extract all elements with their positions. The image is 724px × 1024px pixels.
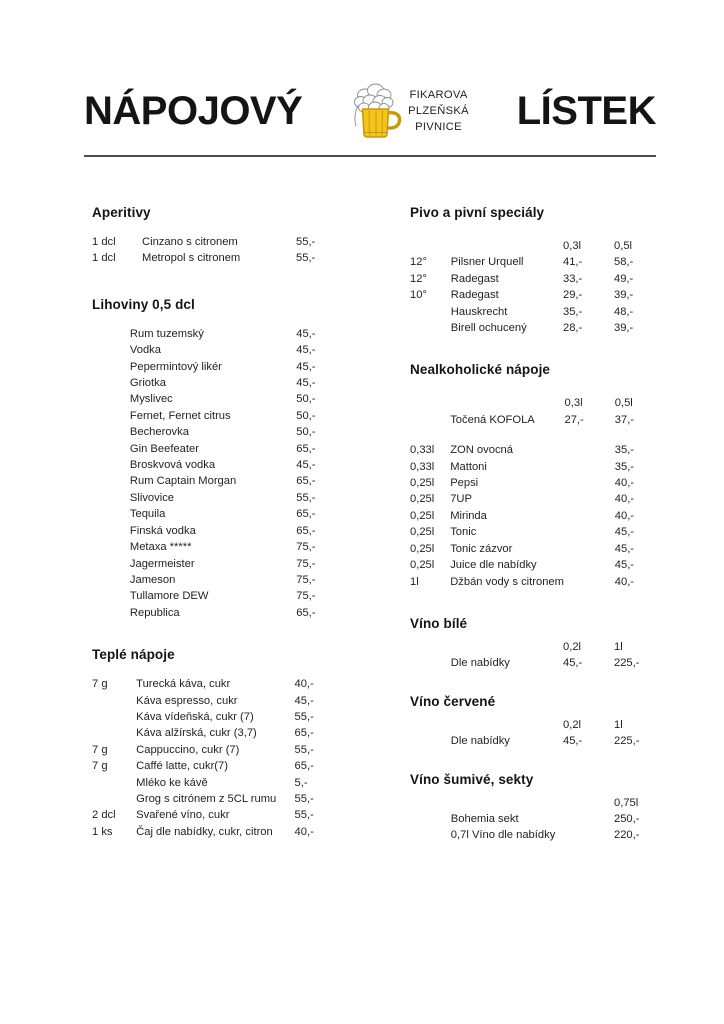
item-name: Mléko ke kávě xyxy=(136,776,208,789)
item-price-2: 45,- xyxy=(614,559,635,572)
table-row xyxy=(92,408,342,424)
item-price: 65,- xyxy=(296,475,316,488)
item-unit: 12° xyxy=(410,256,427,269)
column-header-volume-1: 0,3l xyxy=(564,397,583,410)
item-name: Rum tuzemský xyxy=(129,327,204,340)
item-name: Radegast xyxy=(450,272,499,285)
table-row xyxy=(410,271,665,287)
table-row xyxy=(410,524,665,540)
item-price: 45,- xyxy=(296,360,316,373)
item-unit xyxy=(92,572,130,588)
column-header-volume-1 xyxy=(563,795,614,811)
item-price: 75,- xyxy=(296,557,316,570)
page-title-right: LÍSTEK xyxy=(516,89,656,133)
item-unit xyxy=(92,523,130,539)
table-row xyxy=(410,320,665,336)
item-unit xyxy=(92,424,130,440)
item-unit: 1 dcl xyxy=(92,236,116,248)
brand-logo xyxy=(350,82,469,140)
item-name: Káva vídeňská, cukr (7) xyxy=(136,710,254,723)
item-price: 65,- xyxy=(296,524,316,537)
item-unit xyxy=(410,655,451,671)
item-price: 75,- xyxy=(296,590,316,603)
item-name: Slivovice xyxy=(129,491,175,504)
table-row xyxy=(410,459,665,475)
column-header-volume-2: 0,5l xyxy=(613,240,633,252)
table-row xyxy=(410,733,665,749)
item-unit xyxy=(92,539,130,555)
table-row xyxy=(92,490,342,506)
item-unit xyxy=(410,827,451,843)
section-heading-vino-sumive: Víno šumivé, sekty xyxy=(410,771,534,787)
item-unit: 0,33l xyxy=(410,444,435,457)
table-row xyxy=(410,827,665,843)
item-price-2: 37,- xyxy=(614,413,635,426)
item-unit xyxy=(92,457,130,473)
column-header-volume-1: 0,2l xyxy=(562,718,582,731)
item-name: Myslivec xyxy=(129,393,173,406)
spacer-cell xyxy=(410,717,451,733)
item-price-1: 27,- xyxy=(564,413,584,426)
table-row xyxy=(410,287,665,303)
table-header-row xyxy=(410,717,665,733)
item-unit: 1 dcl xyxy=(92,252,116,265)
spacer-cell xyxy=(410,395,450,411)
table-row xyxy=(410,557,665,573)
item-name: Juice dle nabídky xyxy=(450,559,537,572)
section-heading-pivo: Pivo a pivní speciály xyxy=(410,205,545,220)
item-unit: 7 g xyxy=(92,678,108,691)
column-header-volume-2: 0,5l xyxy=(614,397,633,410)
item-unit xyxy=(92,473,130,489)
item-name: ZON ovocná xyxy=(450,444,513,457)
table-row xyxy=(410,541,665,557)
item-price: 45,- xyxy=(296,459,316,472)
table-row xyxy=(92,506,342,522)
menu-header xyxy=(84,72,656,150)
item-price-1 xyxy=(565,574,615,590)
table-row xyxy=(410,811,665,827)
item-unit xyxy=(92,359,130,375)
right-column xyxy=(410,205,665,844)
table-row xyxy=(92,424,342,440)
item-name: Cappuccino, cukr (7) xyxy=(136,743,240,756)
item-unit xyxy=(92,490,130,506)
table-header-row xyxy=(410,795,665,811)
item-price: 55,- xyxy=(296,236,316,248)
item-unit xyxy=(92,441,130,457)
item-name: Cinzano s citronem xyxy=(142,236,238,248)
column-header-volume-1: 0,3l xyxy=(562,240,582,252)
item-name: Finská vodka xyxy=(129,524,196,537)
spacer-cell xyxy=(410,238,451,254)
spacer-row xyxy=(410,428,665,442)
item-price-2: 40,- xyxy=(614,493,635,506)
item-price-1 xyxy=(565,524,615,540)
table-aperitivy xyxy=(92,234,342,267)
item-unit xyxy=(410,733,451,749)
table-row xyxy=(410,304,665,320)
table-row xyxy=(92,457,342,473)
table-teple-napoje xyxy=(92,676,342,840)
brand-line-2: PLZEŇSKÁ xyxy=(408,104,469,117)
table-row xyxy=(410,475,665,491)
item-name: Dle nabídky xyxy=(450,657,510,670)
item-price-1 xyxy=(565,459,615,475)
item-unit: 0,25l xyxy=(410,542,435,555)
spacer-cell xyxy=(410,639,451,655)
item-unit xyxy=(92,588,130,604)
table-row xyxy=(92,758,342,774)
table-nealko xyxy=(410,395,665,589)
column-header-volume-1: 0,2l xyxy=(562,640,582,653)
item-price: 45,- xyxy=(296,344,316,357)
table-row xyxy=(92,359,342,375)
section-heading-vino-cervene: Víno červené xyxy=(410,693,496,709)
item-price: 55,- xyxy=(294,809,314,822)
item-price-2: 35,- xyxy=(614,444,635,457)
header-divider xyxy=(84,155,656,157)
item-name: Griotka xyxy=(129,377,166,390)
item-name: Hauskrecht xyxy=(450,305,508,318)
table-row xyxy=(92,523,342,539)
item-price-1: 45,- xyxy=(562,735,583,748)
item-price: 65,- xyxy=(294,727,314,740)
item-unit xyxy=(92,326,130,342)
item-price-2: 40,- xyxy=(614,509,635,522)
table-row xyxy=(92,588,342,604)
item-price: 65,- xyxy=(294,760,314,773)
item-name: Džbán vody s citronem xyxy=(450,575,564,588)
table-row xyxy=(410,508,665,524)
item-unit xyxy=(410,811,451,827)
item-price-2: 35,- xyxy=(614,460,635,473)
item-name: Bohemia sekt xyxy=(450,812,519,825)
item-price-2: 45,- xyxy=(614,542,635,555)
item-price-1 xyxy=(563,827,614,843)
item-price-2: 225,- xyxy=(613,735,640,748)
item-price: 50,- xyxy=(296,393,316,406)
item-price: 45,- xyxy=(294,694,314,707)
item-price: 40,- xyxy=(294,825,314,838)
brand-line-3: PIVNICE xyxy=(415,121,462,134)
item-name: Pepermintový likér xyxy=(129,360,222,373)
item-price-1: 41,- xyxy=(562,256,583,269)
spacer-cell xyxy=(451,795,563,811)
item-price-1: 29,- xyxy=(562,289,583,302)
item-unit: 2 dcl xyxy=(92,809,116,822)
table-row xyxy=(92,693,342,709)
item-name: Tonic zázvor xyxy=(450,542,513,555)
item-price-1: 33,- xyxy=(562,272,583,285)
item-unit: 7 g xyxy=(92,760,108,773)
item-name: Metaxa ***** xyxy=(129,541,192,554)
item-unit: 0,33l xyxy=(410,460,435,473)
item-unit xyxy=(92,725,136,741)
item-name: Grog s citrónem z 5CL rumu xyxy=(136,792,277,805)
item-price: 55,- xyxy=(296,491,316,504)
item-unit xyxy=(92,791,136,807)
item-unit: 10° xyxy=(410,289,427,302)
item-price-2: 225,- xyxy=(613,657,640,670)
item-name: Tequila xyxy=(129,508,166,521)
table-row xyxy=(92,709,342,725)
section-heading-vino-bile: Víno bílé xyxy=(410,615,468,631)
item-price-1 xyxy=(565,442,615,458)
column-header-volume-2: 1l xyxy=(613,718,623,731)
table-row xyxy=(92,556,342,572)
item-unit xyxy=(92,556,130,572)
table-header-row xyxy=(410,639,665,655)
item-name: Pepsi xyxy=(450,477,479,490)
table-row xyxy=(410,655,665,671)
table-row xyxy=(92,375,342,391)
item-unit: 1 ks xyxy=(92,825,113,838)
item-unit xyxy=(92,709,136,725)
item-name: Čaj dle nabídky, cukr, citron xyxy=(136,825,273,838)
item-name: Broskvová vodka xyxy=(129,459,216,472)
item-name: Jagermeister xyxy=(129,557,195,570)
table-row xyxy=(92,473,342,489)
item-price: 40,- xyxy=(294,678,314,691)
item-name: Radegast xyxy=(450,289,499,302)
table-row xyxy=(92,791,342,807)
item-price: 45,- xyxy=(296,377,316,390)
table-row xyxy=(410,254,665,270)
left-column xyxy=(92,205,342,840)
item-name: Mirinda xyxy=(450,509,487,522)
item-price: 45,- xyxy=(296,327,316,340)
item-unit: 12° xyxy=(410,272,427,285)
item-name: Tullamore DEW xyxy=(129,590,209,603)
table-vino-bile xyxy=(410,639,665,672)
item-name: Mattoni xyxy=(450,460,487,473)
item-name: Republica xyxy=(129,606,180,619)
item-price-1: 45,- xyxy=(562,657,583,670)
table-row xyxy=(92,775,342,791)
table-row xyxy=(92,391,342,407)
item-unit xyxy=(92,408,130,424)
brand-text-block xyxy=(408,87,469,136)
item-name: Vodka xyxy=(129,344,161,357)
table-row xyxy=(92,539,342,555)
spacer-cell xyxy=(450,395,564,411)
item-price-1 xyxy=(565,557,615,573)
item-name: Tonic xyxy=(450,526,477,539)
table-header-row xyxy=(410,395,665,411)
item-name: Svařené víno, cukr xyxy=(136,809,230,822)
table-row xyxy=(410,442,665,458)
item-price-1 xyxy=(563,811,614,827)
item-price: 65,- xyxy=(296,606,316,619)
item-price: 55,- xyxy=(296,252,316,265)
item-unit: 0,25l xyxy=(410,559,435,572)
item-name: Káva alžírská, cukr (3,7) xyxy=(136,727,257,740)
table-row xyxy=(92,441,342,457)
item-unit: 7 g xyxy=(92,743,108,756)
item-price-1 xyxy=(565,508,615,524)
item-name: Fernet, Fernet citrus xyxy=(129,409,231,422)
item-unit xyxy=(92,342,130,358)
item-unit xyxy=(410,320,451,336)
table-row xyxy=(92,742,342,758)
item-unit: 0,25l xyxy=(410,477,435,490)
table-row xyxy=(92,234,342,250)
section-heading-aperitivy: Aperitivy xyxy=(92,205,151,220)
item-price: 55,- xyxy=(294,743,314,756)
table-row xyxy=(92,342,342,358)
table-row xyxy=(92,676,342,692)
item-price-2: 40,- xyxy=(614,477,635,490)
item-unit: 1l xyxy=(410,575,419,588)
table-vino-cervene xyxy=(410,717,665,750)
section-heading-teple-napoje: Teplé nápoje xyxy=(92,647,175,663)
item-price: 50,- xyxy=(296,409,316,422)
item-unit: 0,25l xyxy=(410,493,435,506)
item-price-2: 39,- xyxy=(613,322,634,335)
item-unit xyxy=(410,304,451,320)
table-row xyxy=(410,491,665,507)
item-price-2: 48,- xyxy=(613,305,634,318)
item-price: 75,- xyxy=(296,541,316,554)
item-price: 50,- xyxy=(296,426,316,439)
item-price: 65,- xyxy=(296,508,316,521)
item-name: Caffé latte, cukr(7) xyxy=(136,760,228,773)
page-title-left: NÁPOJOVÝ xyxy=(84,89,303,133)
section-heading-lihoviny: Lihoviny 0,5 dcl xyxy=(92,296,195,312)
item-name: Metropol s citronem xyxy=(142,252,241,265)
table-vino-sumive xyxy=(410,795,665,844)
item-name: Káva espresso, cukr xyxy=(136,694,238,707)
item-price-1 xyxy=(565,491,615,507)
item-name: 7UP xyxy=(450,493,472,506)
item-price: 55,- xyxy=(294,710,314,723)
item-unit xyxy=(92,506,130,522)
column-header-volume-2: 1l xyxy=(613,640,623,653)
item-price-1 xyxy=(565,475,615,491)
item-name: Turecká káva, cukr xyxy=(136,678,231,691)
item-price-2: 40,- xyxy=(614,575,635,588)
item-price-2: 58,- xyxy=(613,256,634,269)
table-pivo xyxy=(410,238,665,336)
item-name: 0,7l Víno dle nabídky xyxy=(450,829,556,842)
item-unit xyxy=(410,412,450,428)
table-row xyxy=(92,326,342,342)
table-lihoviny xyxy=(92,326,342,621)
item-price-1: 35,- xyxy=(562,305,583,318)
brand-line-1: FIKAROVA xyxy=(409,88,468,101)
item-price-1 xyxy=(565,541,615,557)
item-price: 55,- xyxy=(294,792,314,805)
item-price-2: 49,- xyxy=(613,272,634,285)
item-unit xyxy=(92,391,130,407)
item-name: Rum Captain Morgan xyxy=(129,475,237,488)
table-row xyxy=(92,725,342,741)
section-heading-nealko: Nealkoholické nápoje xyxy=(410,362,551,378)
table-row xyxy=(92,572,342,588)
column-header-volume-2: 0,75l xyxy=(613,796,639,809)
item-price: 65,- xyxy=(296,442,316,455)
item-price-1: 28,- xyxy=(562,322,583,335)
item-unit xyxy=(92,375,130,391)
item-unit xyxy=(92,775,136,791)
item-price-2: 220,- xyxy=(613,829,640,842)
table-row xyxy=(410,412,665,428)
table-row xyxy=(410,574,665,590)
item-name: Becherovka xyxy=(129,426,189,439)
item-unit xyxy=(92,693,136,709)
table-row xyxy=(92,807,342,823)
item-name: Dle nabídky xyxy=(450,735,510,748)
item-price-2: 39,- xyxy=(613,289,634,302)
item-name: Birell ochucený xyxy=(450,322,527,335)
spacer-cell xyxy=(451,639,563,655)
item-unit xyxy=(92,605,130,621)
item-name: Jameson xyxy=(129,573,176,586)
item-price: 5,- xyxy=(294,776,308,789)
table-row xyxy=(92,250,342,266)
spacer-cell xyxy=(410,795,451,811)
table-row xyxy=(92,605,342,621)
spacer-cell xyxy=(451,717,563,733)
table-row xyxy=(92,824,342,840)
spacer-cell xyxy=(451,238,563,254)
item-unit: 0,25l xyxy=(410,526,435,539)
item-price-2: 45,- xyxy=(614,526,635,539)
item-name: Pilsner Urquell xyxy=(450,256,524,269)
item-name: Točená KOFOLA xyxy=(450,413,535,426)
item-price: 75,- xyxy=(296,573,316,586)
beer-mug-icon xyxy=(350,82,402,140)
item-unit: 0,25l xyxy=(410,509,435,522)
item-price-2: 250,- xyxy=(613,812,640,825)
item-name: Gin Beefeater xyxy=(129,442,199,455)
table-header-row xyxy=(410,238,665,254)
